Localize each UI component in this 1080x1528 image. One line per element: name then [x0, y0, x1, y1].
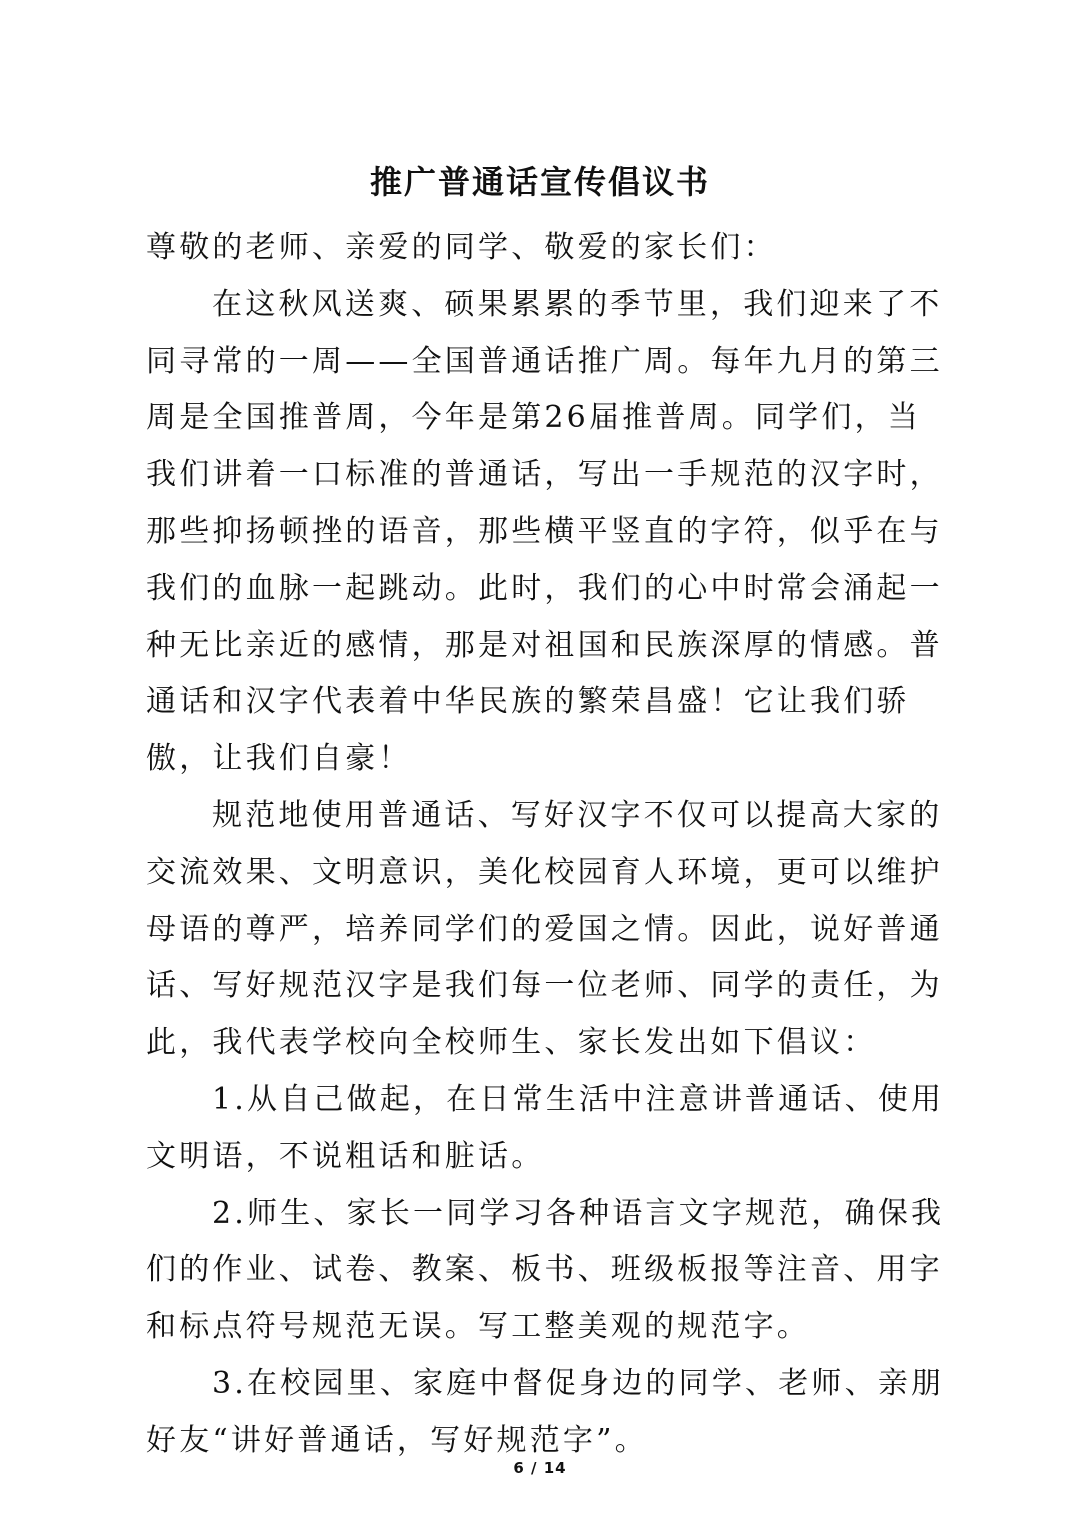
document-body — [146, 220, 946, 1470]
proposal-item-3: 3.在校园里、家庭中督促身边的同学、老师、亲朋好友“讲好普通话，写好规范字”。 — [146, 1365, 945, 1458]
paragraph-intro: 在这秋风送爽、硕果累累的季节里，我们迎来了不同寻常的一周——全国普通话推广周。每年九月的第三周是全国推普周，今年是第26届推普周。同学们，当我们讲着一口标准的普通话，写出一手规范的汉字时，那些抑扬顿挫的语音，那些横平竖直的字符，似乎在与我们的血脉一起跳动。此时，我们的心中时常会涌起一种无比亲近的感情，那是对祖国和民族深厚的情感。普通话和汉字代表着中华民族的繁荣昌盛！它让我们骄傲，让我们自豪！ — [146, 286, 943, 777]
proposal-item-1: 1.从自己做起，在日常生活中注意讲普通话、使用文明语，不说粗话和脏话。 — [146, 1081, 945, 1174]
paragraph-proposal: 规范地使用普通话、写好汉字不仅可以提高大家的交流效果、文明意识，美化校园育人环境，更可以维护母语的尊严，培养同学们的爱国之情。因此，说好普通话、写好规范汉字是我们每一位老师、同学的责任，为此，我代表学校向全校师生、家长发出如下倡议： — [146, 797, 943, 1061]
salutation: 尊敬的老师、亲爱的同学、敬爱的家长们： — [146, 230, 777, 265]
document-title: 推广普通话宣传倡议书 — [369, 163, 710, 201]
proposal-item-2: 2.师生、家长一同学习各种语言文字规范，确保我们的作业、试卷、教案、板书、班级板报等注音、用字和标点符号规范无误。写工整美观的规范字。 — [146, 1195, 945, 1345]
page-number: 6 / 14 — [513, 1459, 567, 1477]
